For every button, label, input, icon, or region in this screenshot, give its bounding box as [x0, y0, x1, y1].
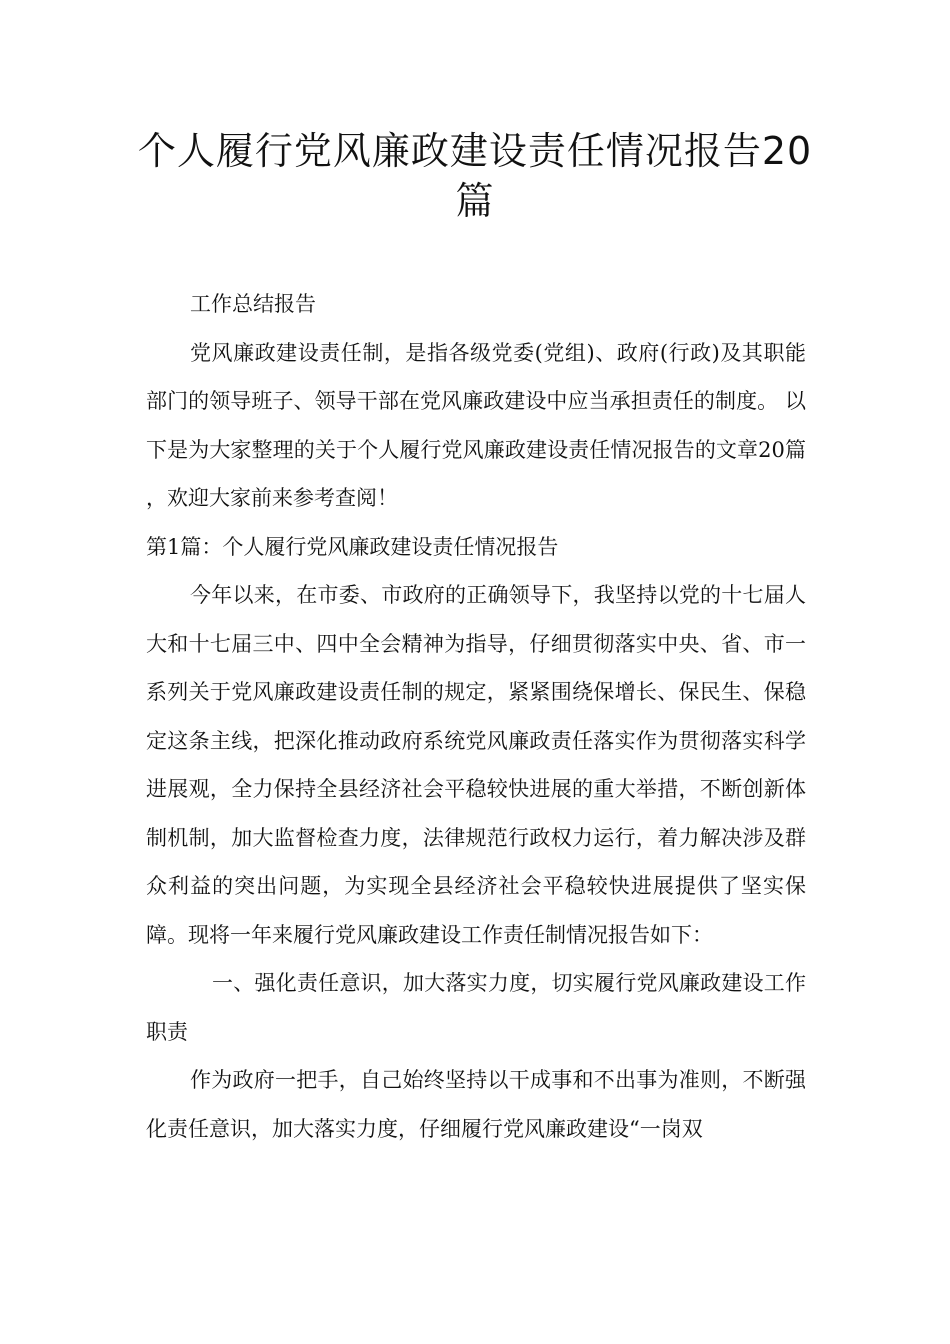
paragraph-article-1-body: 作为政府一把手，自己始终坚持以干成事和不出事为准则，不断强化责任意识，加大落实力度，仔细履行党风廉政建设“一岗双 [146, 1068, 806, 1141]
paragraph-intro: 党风廉政建设责任制，是指各级党委(党组)、政府(行政)及其职能部门的领导班子、领导干部在党风廉政建设中应当承担责任的制度。 以下是为大家整理的关于个人履行党风廉政建设责任情况报告的文章20篇 ，欢迎大家前来参考查阅！ [146, 340, 806, 510]
paragraph-category: 工作总结报告 [190, 292, 316, 316]
subheading-one: 一、强化责任意识，加大落实力度，切实履行党风廉政建设工作职责 [146, 971, 806, 1044]
document-body [146, 280, 806, 1153]
paragraph-article-1-opening: 今年以来，在市委、市政府的正确领导下，我坚持以党的十七届人大和十七届三中、四中全会精神为指导，仔细贯彻落实中央、省、市一系列关于党风廉政建设责任制的规定，紧紧围绕保增长、保民生、保稳定这条主线，把深化推动政府系统党风廉政责任落实作为贯彻落实科学进展观，全力保持全县经济社会平稳较快进展的重大举措，不断创新体制机制，加大监督检查力度，法律规范行政权力运行，着力解决涉及群众利益的突出问题，为实现全县经济社会平稳较快进展提供了坚实保障。现将一年来履行党风廉政建设工作责任制情况报告如下： [146, 583, 806, 947]
section-heading-article-1: 第1篇：个人履行党风廉政建设责任情况报告 [146, 534, 559, 559]
document-title: 个人履行党风廉政建设责任情况报告20篇 [137, 129, 813, 223]
